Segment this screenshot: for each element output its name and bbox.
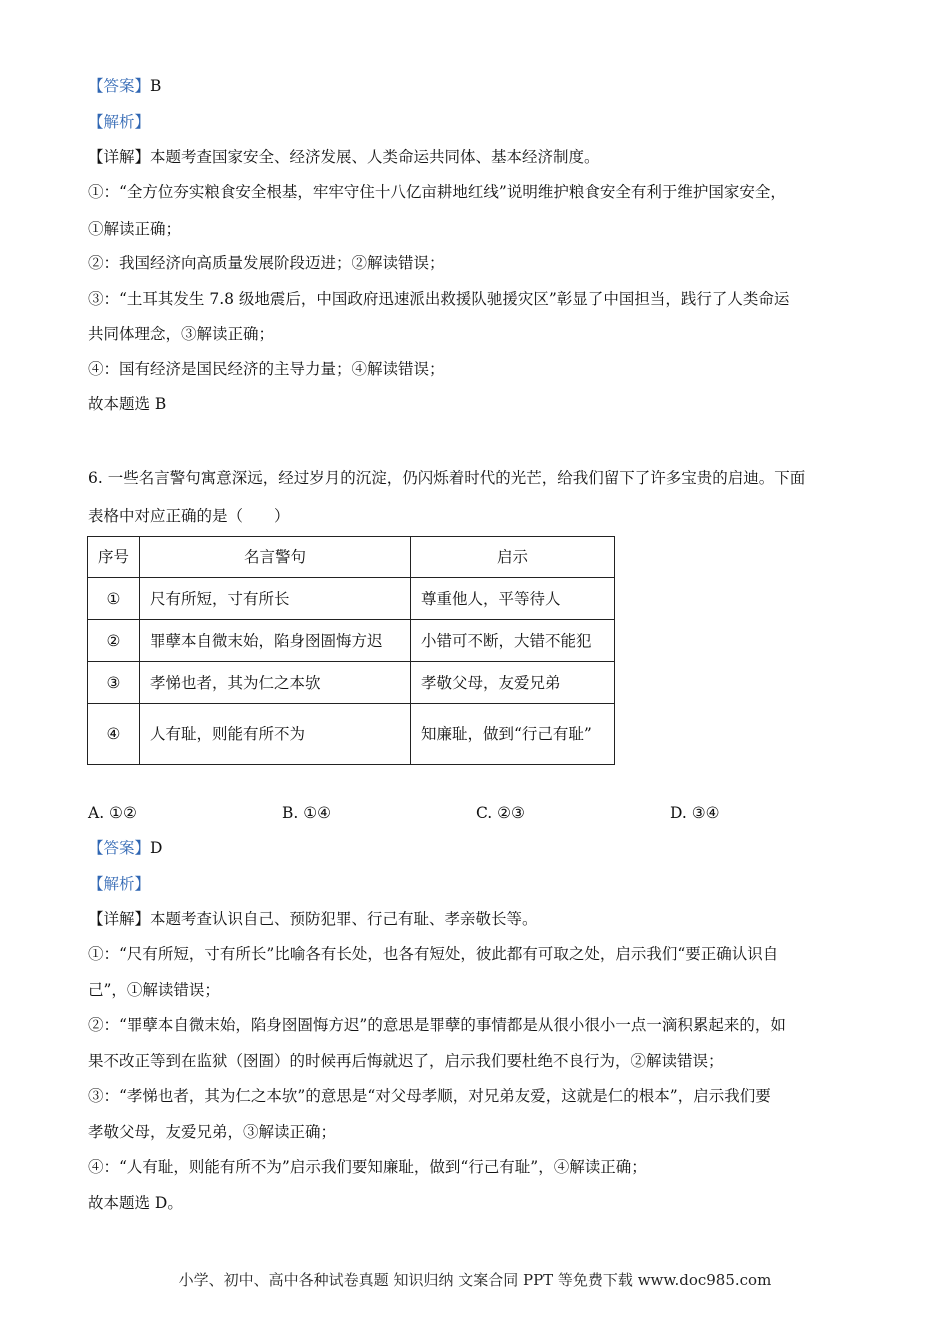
page-footer: 小学、初中、高中各种试卷真题 知识归纳 文案合同 PPT 等免费下载 www.doc985.com xyxy=(178,1271,772,1289)
answer-value: D xyxy=(150,839,163,857)
answer-tag: 【答案】 xyxy=(88,839,151,857)
table-header: 名言警句 xyxy=(140,537,411,578)
q5-detail-line: ①解读正确； xyxy=(88,220,182,238)
table-cell: 小错可不断，大错不能犯 xyxy=(411,620,615,662)
q6-detail-line: ①：“尺有所短，寸有所长”比喻各有长处，也各有短处，彼此都有可取之处，启示我们“要正确认识自 xyxy=(88,945,779,963)
analysis-tag: 【解析】 xyxy=(88,113,151,131)
q6-detail-line: ②：“罪孽本自微末始，陷身囹圄悔方迟”的意思是罪孽的事情都是从很小很小一点一滴积累起来的，如 xyxy=(88,1016,786,1034)
q5-answer-line xyxy=(88,76,161,96)
q6-detail-line: 己”，①解读错误； xyxy=(88,981,220,999)
option-a: A. ①② xyxy=(88,804,137,822)
table-cell: ④ xyxy=(88,704,140,765)
table-cell: 罪孽本自微末始，陷身囹圄悔方迟 xyxy=(140,620,411,662)
table-cell: ③ xyxy=(88,662,140,704)
table-cell: ② xyxy=(88,620,140,662)
answer-value: B xyxy=(150,77,162,95)
q5-detail-line: ④：国有经济是国民经济的主导力量；④解读错误； xyxy=(88,360,445,378)
table-row xyxy=(88,704,615,765)
table-cell: 知廉耻，做到“行己有耻” xyxy=(411,704,615,765)
q6-detail-line: 故本题选 D。 xyxy=(88,1194,183,1212)
table-cell: 人有耻，则能有所不为 xyxy=(140,704,411,765)
table-header: 启示 xyxy=(411,537,615,578)
q5-detail-line: 共同体理念，③解读正确； xyxy=(88,325,275,343)
q5-detail-line: ②：我国经济向高质量发展阶段迈进；②解读错误； xyxy=(88,254,445,272)
table-header-row xyxy=(88,537,615,578)
q6-answer-line xyxy=(88,838,162,858)
table-cell: 尺有所短，寸有所长 xyxy=(140,578,411,620)
q6-detail-line: ④：“人有耻，则能有所不为”启示我们要知廉耻，做到“行己有耻”，④解读正确； xyxy=(88,1158,647,1176)
q5-detail-line: ①：“全方位夯实粮食安全根基，牢牢守住十八亿亩耕地红线”说明维护粮食安全有利于维护国家安全， xyxy=(88,183,786,201)
q5-detail-line: 故本题选 B xyxy=(88,395,167,413)
q6-detail-line: ③：“孝悌也者，其为仁之本欤”的意思是“对父母孝顺，对兄弟友爱，这就是仁的根本”，启示我们要 xyxy=(88,1087,771,1105)
option-d: D. ③④ xyxy=(670,804,720,822)
q6-stem: 6. 一些名言警句寓意深远，经过岁月的沉淀，仍闪烁着时代的光芒，给我们留下了许多宝贵的启迪。下面 xyxy=(88,469,806,487)
table-cell: ① xyxy=(88,578,140,620)
q5-detail-line: ③：“土耳其发生 7.8 级地震后，中国政府迅速派出救援队驰援灾区”彰显了中国担当，践行了人类命运 xyxy=(88,290,790,308)
table-row xyxy=(88,578,615,620)
table-cell: 孝悌也者，其为仁之本欤 xyxy=(140,662,411,704)
table-row xyxy=(88,662,615,704)
table-cell: 孝敬父母，友爱兄弟 xyxy=(411,662,615,704)
q6-detail-line: 【详解】本题考查认识自己、预防犯罪、行己有耻、孝亲敬长等。 xyxy=(88,910,538,928)
table-cell: 尊重他人，平等待人 xyxy=(411,578,615,620)
answer-tag: 【答案】 xyxy=(88,77,151,95)
q5-detail-line: 【详解】本题考查国家安全、经济发展、人类命运共同体、基本经济制度。 xyxy=(88,148,600,166)
table-row xyxy=(88,620,615,662)
q6-stem: 表格中对应正确的是（ ） xyxy=(88,507,290,525)
analysis-tag: 【解析】 xyxy=(88,875,151,893)
table-header: 序号 xyxy=(88,537,140,578)
q6-detail-line: 果不改正等到在监狱（囹圄）的时候再后悔就迟了，启示我们要杜绝不良行为，②解读错误； xyxy=(88,1052,724,1070)
q6-detail-line: 孝敬父母，友爱兄弟，③解读正确； xyxy=(88,1123,337,1141)
quote-table xyxy=(87,536,615,765)
option-b: B. ①④ xyxy=(282,804,332,822)
option-c: C. ②③ xyxy=(476,804,525,822)
